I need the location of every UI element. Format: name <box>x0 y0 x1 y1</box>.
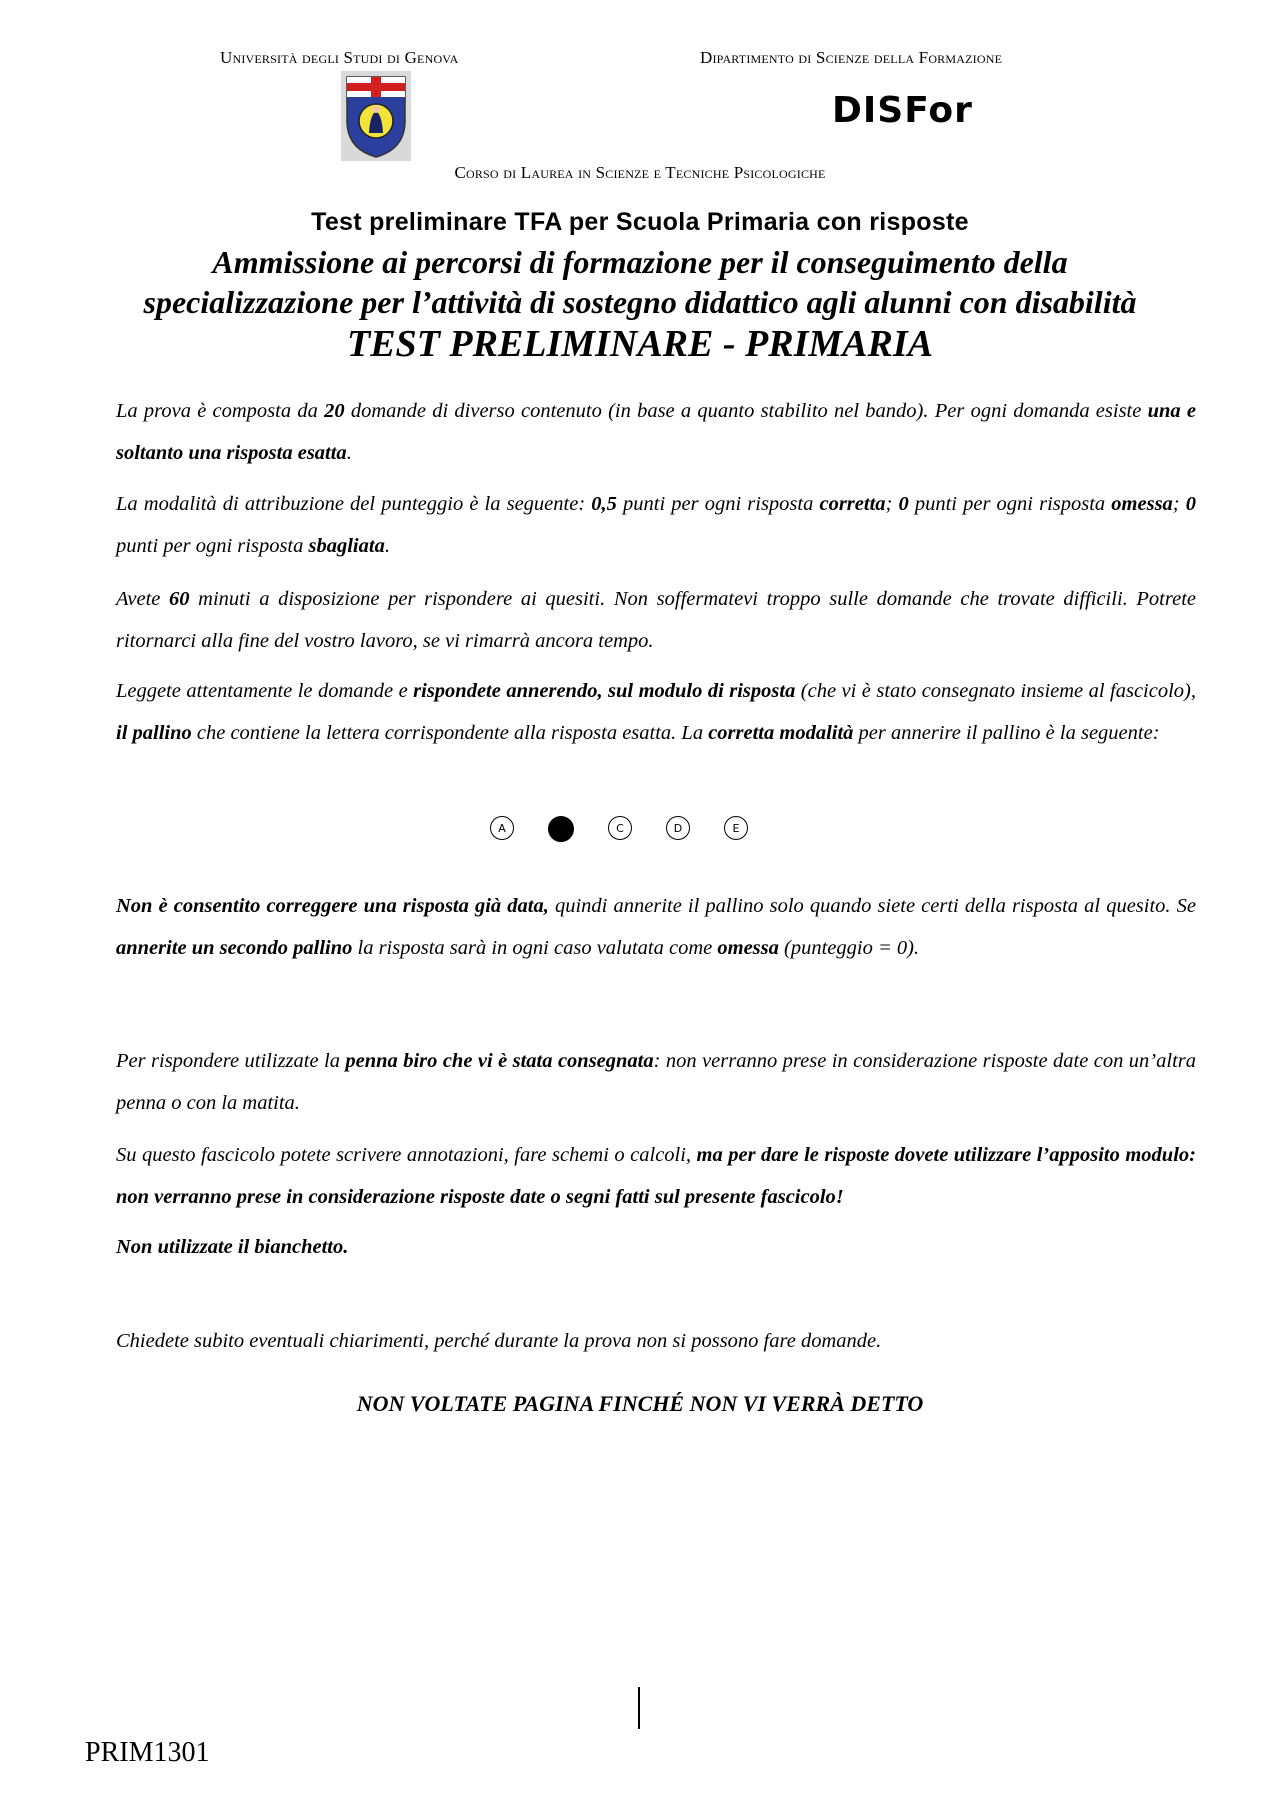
answer-bubble-example <box>490 816 748 842</box>
page-divider-mark <box>638 1687 640 1729</box>
instruction-paragraph-2: La modalità di attribuzione del punteggio è la seguente: 0,5 punti per ogni risposta corretta; 0 punti per ogni risposta omessa; 0 punti per ogni risposta sbagliata. <box>116 493 1196 557</box>
instruction-paragraph-4: Leggete attentamente le domande e rispondete annerendo, sul modulo di risposta (che vi è stato consegnato insieme al fascicolo), il pallino che contiene la lettera corrispondente alla risposta esatta. La corretta modalità per annerire il pallino è la seguente: <box>116 680 1196 744</box>
warning-notice: NON VOLTATE PAGINA FINCHÉ NON VI VERRÀ DETTO <box>356 1391 924 1416</box>
answer-bubble-e: E <box>724 816 748 840</box>
answer-bubble-d: D <box>666 816 690 840</box>
disfor-logo: DISFor <box>832 90 973 131</box>
instruction-paragraph-8: Non utilizzate il bianchetto. <box>116 1236 349 1258</box>
title-line-2: specializzazione per l’attività di sostegno didattico agli alunni con disabilità <box>143 284 1137 320</box>
instruction-paragraph-1: La prova è composta da 20 domande di diverso contenuto (in base a quanto stabilito nel bando). Per ogni domanda esiste una e soltanto una risposta esatta. <box>116 400 1196 464</box>
title-line-1: Ammissione ai percorsi di formazione per il conseguimento della <box>212 244 1068 280</box>
course-name: Corso di Laurea in Scienze e Tecniche Psicologiche <box>454 163 826 182</box>
instruction-paragraph-3: Avete 60 minuti a disposizione per rispondere ai quesiti. Non soffermatevi troppo sulle domande che trovate difficili. Potrete ritornarci alla fine del vostro lavoro, se vi rimarrà ancora tempo. <box>116 588 1196 652</box>
answer-bubble-a: A <box>490 816 514 840</box>
document-code: PRIM1301 <box>85 1737 210 1768</box>
title-line-3: TEST PRELIMINARE - PRIMARIA <box>347 323 933 365</box>
answer-bubble-c: C <box>608 816 632 840</box>
department-name: Dipartimento di Scienze della Formazione <box>700 48 1003 67</box>
answer-bubble-b-filled <box>548 816 574 842</box>
instruction-paragraph-9: Chiedete subito eventuali chiarimenti, perché durante la prova non si possono fare domande. <box>116 1330 882 1352</box>
instruction-paragraph-6: Per rispondere utilizzate la penna biro che vi è stata consegnata: non verranno prese in considerazione risposte date con un’altra penna o con la matita. <box>116 1050 1196 1114</box>
university-name: Università degli Studi di Genova <box>220 48 459 67</box>
document-heading: Test preliminare TFA per Scuola Primaria con risposte <box>311 208 969 236</box>
university-crest-icon <box>341 71 411 161</box>
instruction-paragraph-7: Su questo fascicolo potete scrivere annotazioni, fare schemi o calcoli, ma per dare le risposte dovete utilizzare l’apposito modulo: non verranno prese in considerazione risposte date o segni fatti sul presente fascicolo! <box>116 1144 1196 1208</box>
instruction-paragraph-5: Non è consentito correggere una risposta già data, quindi annerite il pallino solo quando siete certi della risposta al quesito. Se annerite un secondo pallino la risposta sarà in ogni caso valutata come omessa (punteggio = 0). <box>116 895 1197 959</box>
